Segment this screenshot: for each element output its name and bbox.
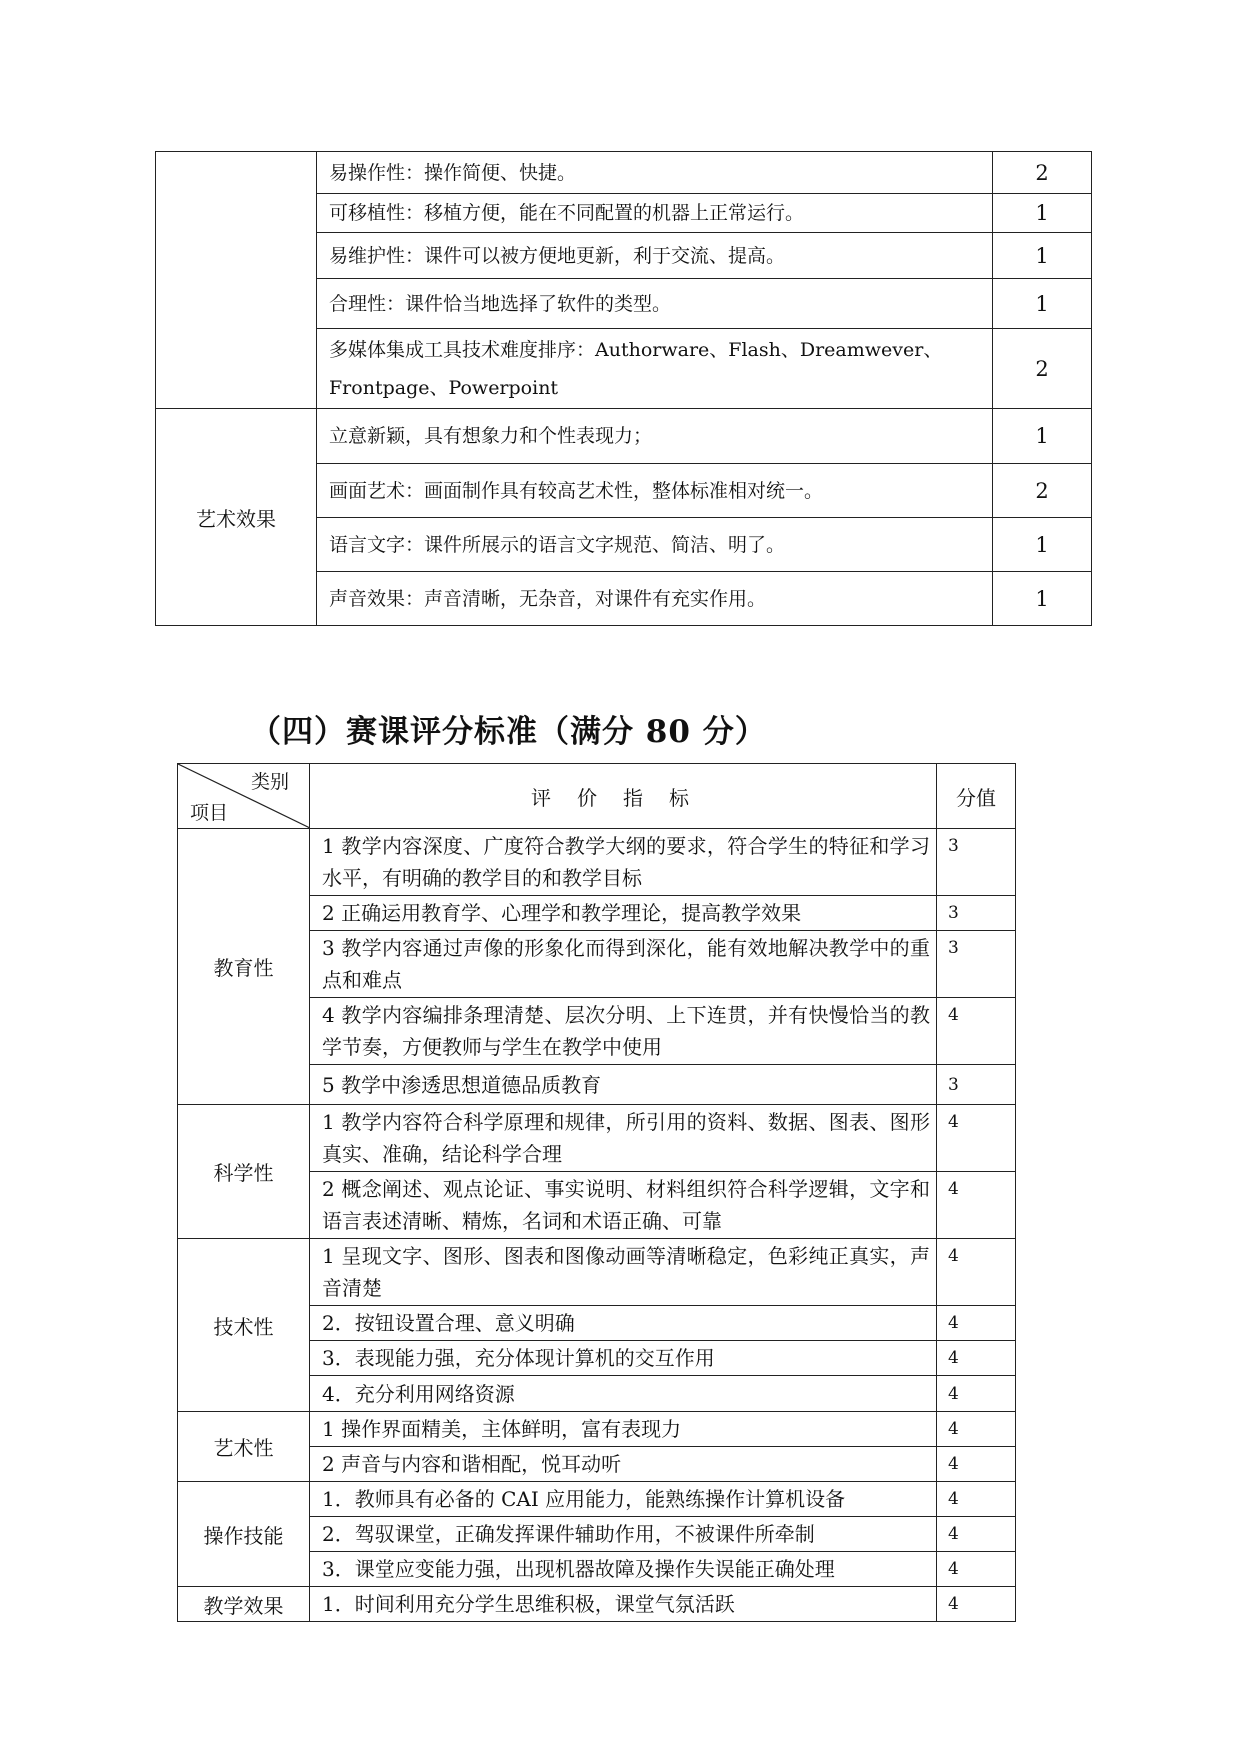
score-cell: 1	[993, 518, 1092, 572]
table-row	[178, 1482, 1016, 1517]
indicator-cell: 1 教学内容符合科学原理和规律，所引用的资料、数据、图表、图形真实、准确，结论科学合理	[310, 1105, 937, 1172]
score-cell: 2	[993, 329, 1092, 409]
indicator-cell: 1 呈现文字、图形、图表和图像动画等清晰稳定，色彩纯正真实，声音清楚	[310, 1239, 937, 1306]
indicator-cell: 4．充分利用网络资源	[310, 1376, 937, 1412]
header-category-label: 类别	[250, 771, 289, 793]
score-cell: 4	[937, 1587, 1016, 1622]
indicator-cell: 1．时间利用充分学生思维积极，课堂气氛活跃	[310, 1587, 937, 1622]
category-cell: 科学性	[178, 1105, 310, 1239]
diagonal-header-cell	[178, 764, 310, 829]
criterion-cell: 合理性：课件恰当地选择了软件的类型。	[317, 279, 993, 329]
score-cell: 3	[937, 896, 1016, 931]
score-cell: 4	[937, 1517, 1016, 1552]
score-cell: 4	[937, 1376, 1016, 1412]
indicator-cell: 2 正确运用教育学、心理学和教学理论，提高教学效果	[310, 896, 937, 931]
criterion-cell: 画面艺术：画面制作具有较高艺术性，整体标准相对统一。	[317, 464, 993, 518]
criterion-cell: 可移植性：移植方便，能在不同配置的机器上正常运行。	[317, 194, 993, 233]
indicator-cell: 4 教学内容编排条理清楚、层次分明、上下连贯，并有快慢恰当的教学节奏，方便教师与学生在教学中使用	[310, 998, 937, 1065]
table-row	[178, 1587, 1016, 1622]
table-row	[178, 1412, 1016, 1447]
table-header-row	[178, 764, 1016, 829]
criterion-cell: 语言文字：课件所展示的语言文字规范、简洁、明了。	[317, 518, 993, 572]
score-cell: 3	[937, 1065, 1016, 1105]
table-row	[178, 1105, 1016, 1172]
score-cell: 4	[937, 1105, 1016, 1172]
indicator-cell: 1 操作界面精美，主体鲜明，富有表现力	[310, 1412, 937, 1447]
indicator-cell: 2 概念阐述、观点论证、事实说明、材料组织符合科学逻辑，文字和语言表述清晰、精炼，名词和术语正确、可靠	[310, 1172, 937, 1239]
indicator-cell: 1 教学内容深度、广度符合教学大纲的要求，符合学生的特征和学习水平，有明确的教学目的和教学目标	[310, 829, 937, 896]
table-row	[178, 829, 1016, 896]
score-cell: 4	[937, 1341, 1016, 1376]
criterion-cell: 易操作性：操作简便、快捷。	[317, 152, 993, 194]
score-cell: 3	[937, 931, 1016, 998]
courseware-criteria-table	[155, 151, 1092, 626]
criterion-cell: 易维护性：课件可以被方便地更新，利于交流、提高。	[317, 233, 993, 279]
category-cell: 教育性	[178, 829, 310, 1105]
lesson-scoring-table	[177, 763, 1016, 1622]
indicator-cell: 2．按钮设置合理、意义明确	[310, 1306, 937, 1341]
criterion-cell: 多媒体集成工具技术难度排序：Authorware、Flash、Dreamwever、Frontpage、Powerpoint	[317, 329, 993, 409]
score-cell: 4	[937, 1306, 1016, 1341]
score-cell: 4	[937, 1239, 1016, 1306]
indicator-cell: 2 声音与内容和谐相配，悦耳动听	[310, 1447, 937, 1482]
category-cell: 技术性	[178, 1239, 310, 1412]
indicator-cell: 1．教师具有必备的 CAI 应用能力，能熟练操作计算机设备	[310, 1482, 937, 1517]
category-cell: 操作技能	[178, 1482, 310, 1587]
score-cell: 1	[993, 572, 1092, 626]
indicator-cell: 5 教学中渗透思想道德品质教育	[310, 1065, 937, 1105]
score-cell: 4	[937, 1552, 1016, 1587]
score-cell: 3	[937, 829, 1016, 896]
score-cell: 2	[993, 152, 1092, 194]
score-cell: 2	[993, 464, 1092, 518]
indicator-cell: 3 教学内容通过声像的形象化而得到深化，能有效地解决教学中的重点和难点	[310, 931, 937, 998]
score-cell: 4	[937, 998, 1016, 1065]
table-row	[178, 1239, 1016, 1306]
section-title: （四）赛课评分标准（满分 80 分）	[250, 714, 767, 750]
header-indicator: 评价指标	[310, 764, 937, 829]
criterion-cell: 立意新颖，具有想象力和个性表现力；	[317, 409, 993, 464]
category-cell-technical	[156, 152, 317, 409]
category-cell: 艺术性	[178, 1412, 310, 1482]
score-cell: 1	[993, 233, 1092, 279]
score-cell: 4	[937, 1412, 1016, 1447]
indicator-cell: 3．课堂应变能力强，出现机器故障及操作失误能正确处理	[310, 1552, 937, 1587]
score-cell: 1	[993, 279, 1092, 329]
header-item-label: 项目	[190, 802, 229, 824]
score-cell: 4	[937, 1172, 1016, 1239]
score-cell: 1	[993, 409, 1092, 464]
category-cell: 教学效果	[178, 1587, 310, 1622]
table-row	[156, 152, 1092, 194]
score-cell: 4	[937, 1447, 1016, 1482]
header-score: 分值	[937, 764, 1016, 829]
category-cell-art: 艺术效果	[156, 409, 317, 626]
score-cell: 4	[937, 1482, 1016, 1517]
score-cell: 1	[993, 194, 1092, 233]
indicator-cell: 3．表现能力强，充分体现计算机的交互作用	[310, 1341, 937, 1376]
criterion-cell: 声音效果：声音清晰，无杂音，对课件有充实作用。	[317, 572, 993, 626]
table-row	[156, 409, 1092, 464]
indicator-cell: 2．驾驭课堂，正确发挥课件辅助作用，不被课件所牵制	[310, 1517, 937, 1552]
